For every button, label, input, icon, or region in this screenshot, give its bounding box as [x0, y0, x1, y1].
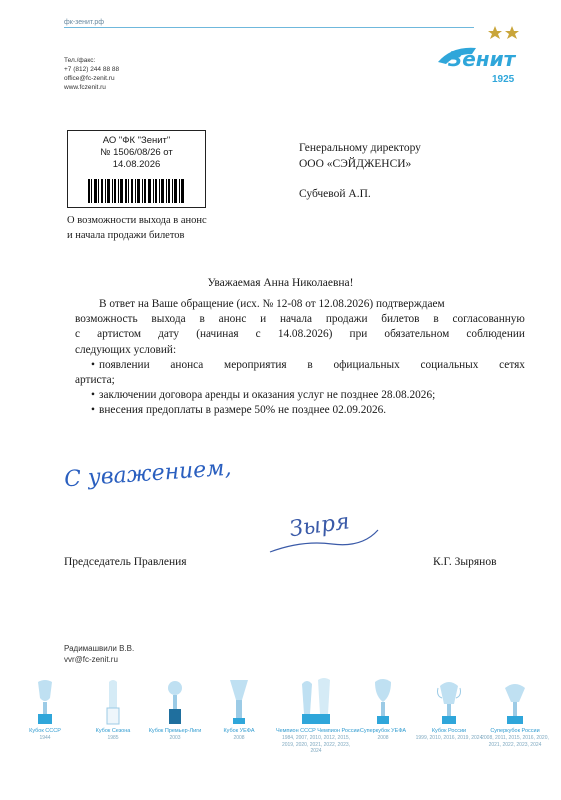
- body-line-2: возможность выхода в анонс и начала продажи билетов в согласованную: [75, 313, 525, 326]
- contacts-block: [64, 56, 119, 92]
- bullet-icon: •: [91, 358, 95, 371]
- subject-line-2: и начала продажи билетов: [67, 230, 185, 241]
- signer-name: К.Г. Зырянов: [433, 556, 497, 568]
- bullet-icon: •: [91, 389, 95, 402]
- trophy-icon: [298, 678, 334, 726]
- body-line-3: с артистом дату (начиная с 14.08.2026) при обязательном соблюдении: [75, 328, 525, 341]
- trophy-icon: [102, 678, 124, 726]
- registration-number: № 1506/08/26 от: [100, 147, 173, 158]
- letter-body: [75, 297, 525, 419]
- contacts-website: www.fczenit.ru: [64, 84, 106, 91]
- svg-text:С уважением,: С уважением,: [63, 455, 233, 492]
- trophy-ussr-cup: Кубок СССР 1944: [10, 678, 80, 742]
- addressee-name: Субчевой А.П.: [299, 188, 371, 200]
- trophy-uefa-supercup: Суперкубок УЕФА 2008: [348, 678, 418, 742]
- svg-text:Зыря: Зыря: [287, 509, 352, 543]
- addressee-position: Генеральному директору: [299, 142, 421, 154]
- trophy-russia-cup: Кубок России 1999, 2010, 2016, 2019, 2024: [414, 678, 484, 742]
- contacts-phone: +7 (812) 244 88 88: [64, 66, 120, 73]
- trophy-season-cup: Кубок Сезона 1985: [78, 678, 148, 742]
- trophy-icon: [34, 678, 56, 726]
- trophy-russia-supercup: Суперкубок России 2008, 2011, 2015, 2016, 2020, 2021, 2022, 2023, 2024: [480, 678, 550, 748]
- signature-icon: [262, 500, 382, 560]
- letter-subject: [67, 213, 207, 243]
- signer-role: Председатель Правления: [64, 556, 187, 568]
- site-url-top: фк-зенит.рф: [64, 19, 104, 26]
- bullet-icon: •: [91, 404, 95, 417]
- trophy-icon: [228, 678, 250, 726]
- svg-text:Зенит: Зенит: [448, 47, 516, 71]
- executor-block: [64, 643, 134, 665]
- trophy-icon: [502, 678, 528, 726]
- registration-stamp: [67, 130, 206, 208]
- contacts-label: Тел./факс:: [64, 57, 96, 64]
- svg-text:1925: 1925: [492, 74, 515, 85]
- subject-line-1: О возможности выхода в анонс: [67, 215, 207, 226]
- body-line-1: В ответ на Ваше обращение (исх. № 12-08 от 12.08.2026) подтверждаем: [99, 298, 445, 310]
- registration-org: АО "ФК "Зенит": [102, 135, 171, 146]
- contacts-email: office@fc-zenit.ru: [64, 75, 115, 82]
- executor-name: Радимашвили В.В.: [64, 644, 135, 653]
- salutation: Уважаемая Анна Николаевна!: [207, 277, 354, 289]
- trophies-row: [28, 678, 549, 788]
- trophy-icon: [372, 678, 394, 726]
- trophy-icon: [436, 678, 462, 726]
- trophy-uefa-cup: Кубок УЕФА 2008: [204, 678, 274, 742]
- zenit-logo: [432, 22, 528, 86]
- list-item: • появлении анонса мероприятия в официальных социальных сетях: [75, 358, 525, 373]
- handwritten-closing: [60, 452, 250, 492]
- body-line-4: следующих условий:: [75, 343, 177, 356]
- list-item: • внесения предоплаты в размере 50% не позднее 02.09.2026.: [75, 403, 525, 418]
- trophy-premier-cup: Кубок Премьер-Лиги 2003: [140, 678, 210, 742]
- header-rule: [64, 27, 474, 28]
- trophy-icon: [164, 678, 186, 726]
- executor-email: vvr@fc-zenit.ru: [64, 655, 118, 664]
- registration-date: 14.08.2026: [112, 159, 161, 170]
- addressee-block: [299, 140, 421, 202]
- list-item-wrap: артиста;: [75, 374, 115, 387]
- trophy-champion: Чемпион СССР Чемпион России 1984, 2007, 2010, 2012, 2015, 2019, 2020, 2021, 2022, 2023, 2024: [276, 678, 356, 755]
- list-item: • заключении договора аренды и оказания услуг не позднее 28.08.2026;: [75, 388, 525, 403]
- barcode-icon: [88, 179, 184, 203]
- addressee-company: ООО «СЭЙДЖЕНСИ»: [299, 158, 412, 170]
- zenit-logo-icon: [432, 22, 528, 86]
